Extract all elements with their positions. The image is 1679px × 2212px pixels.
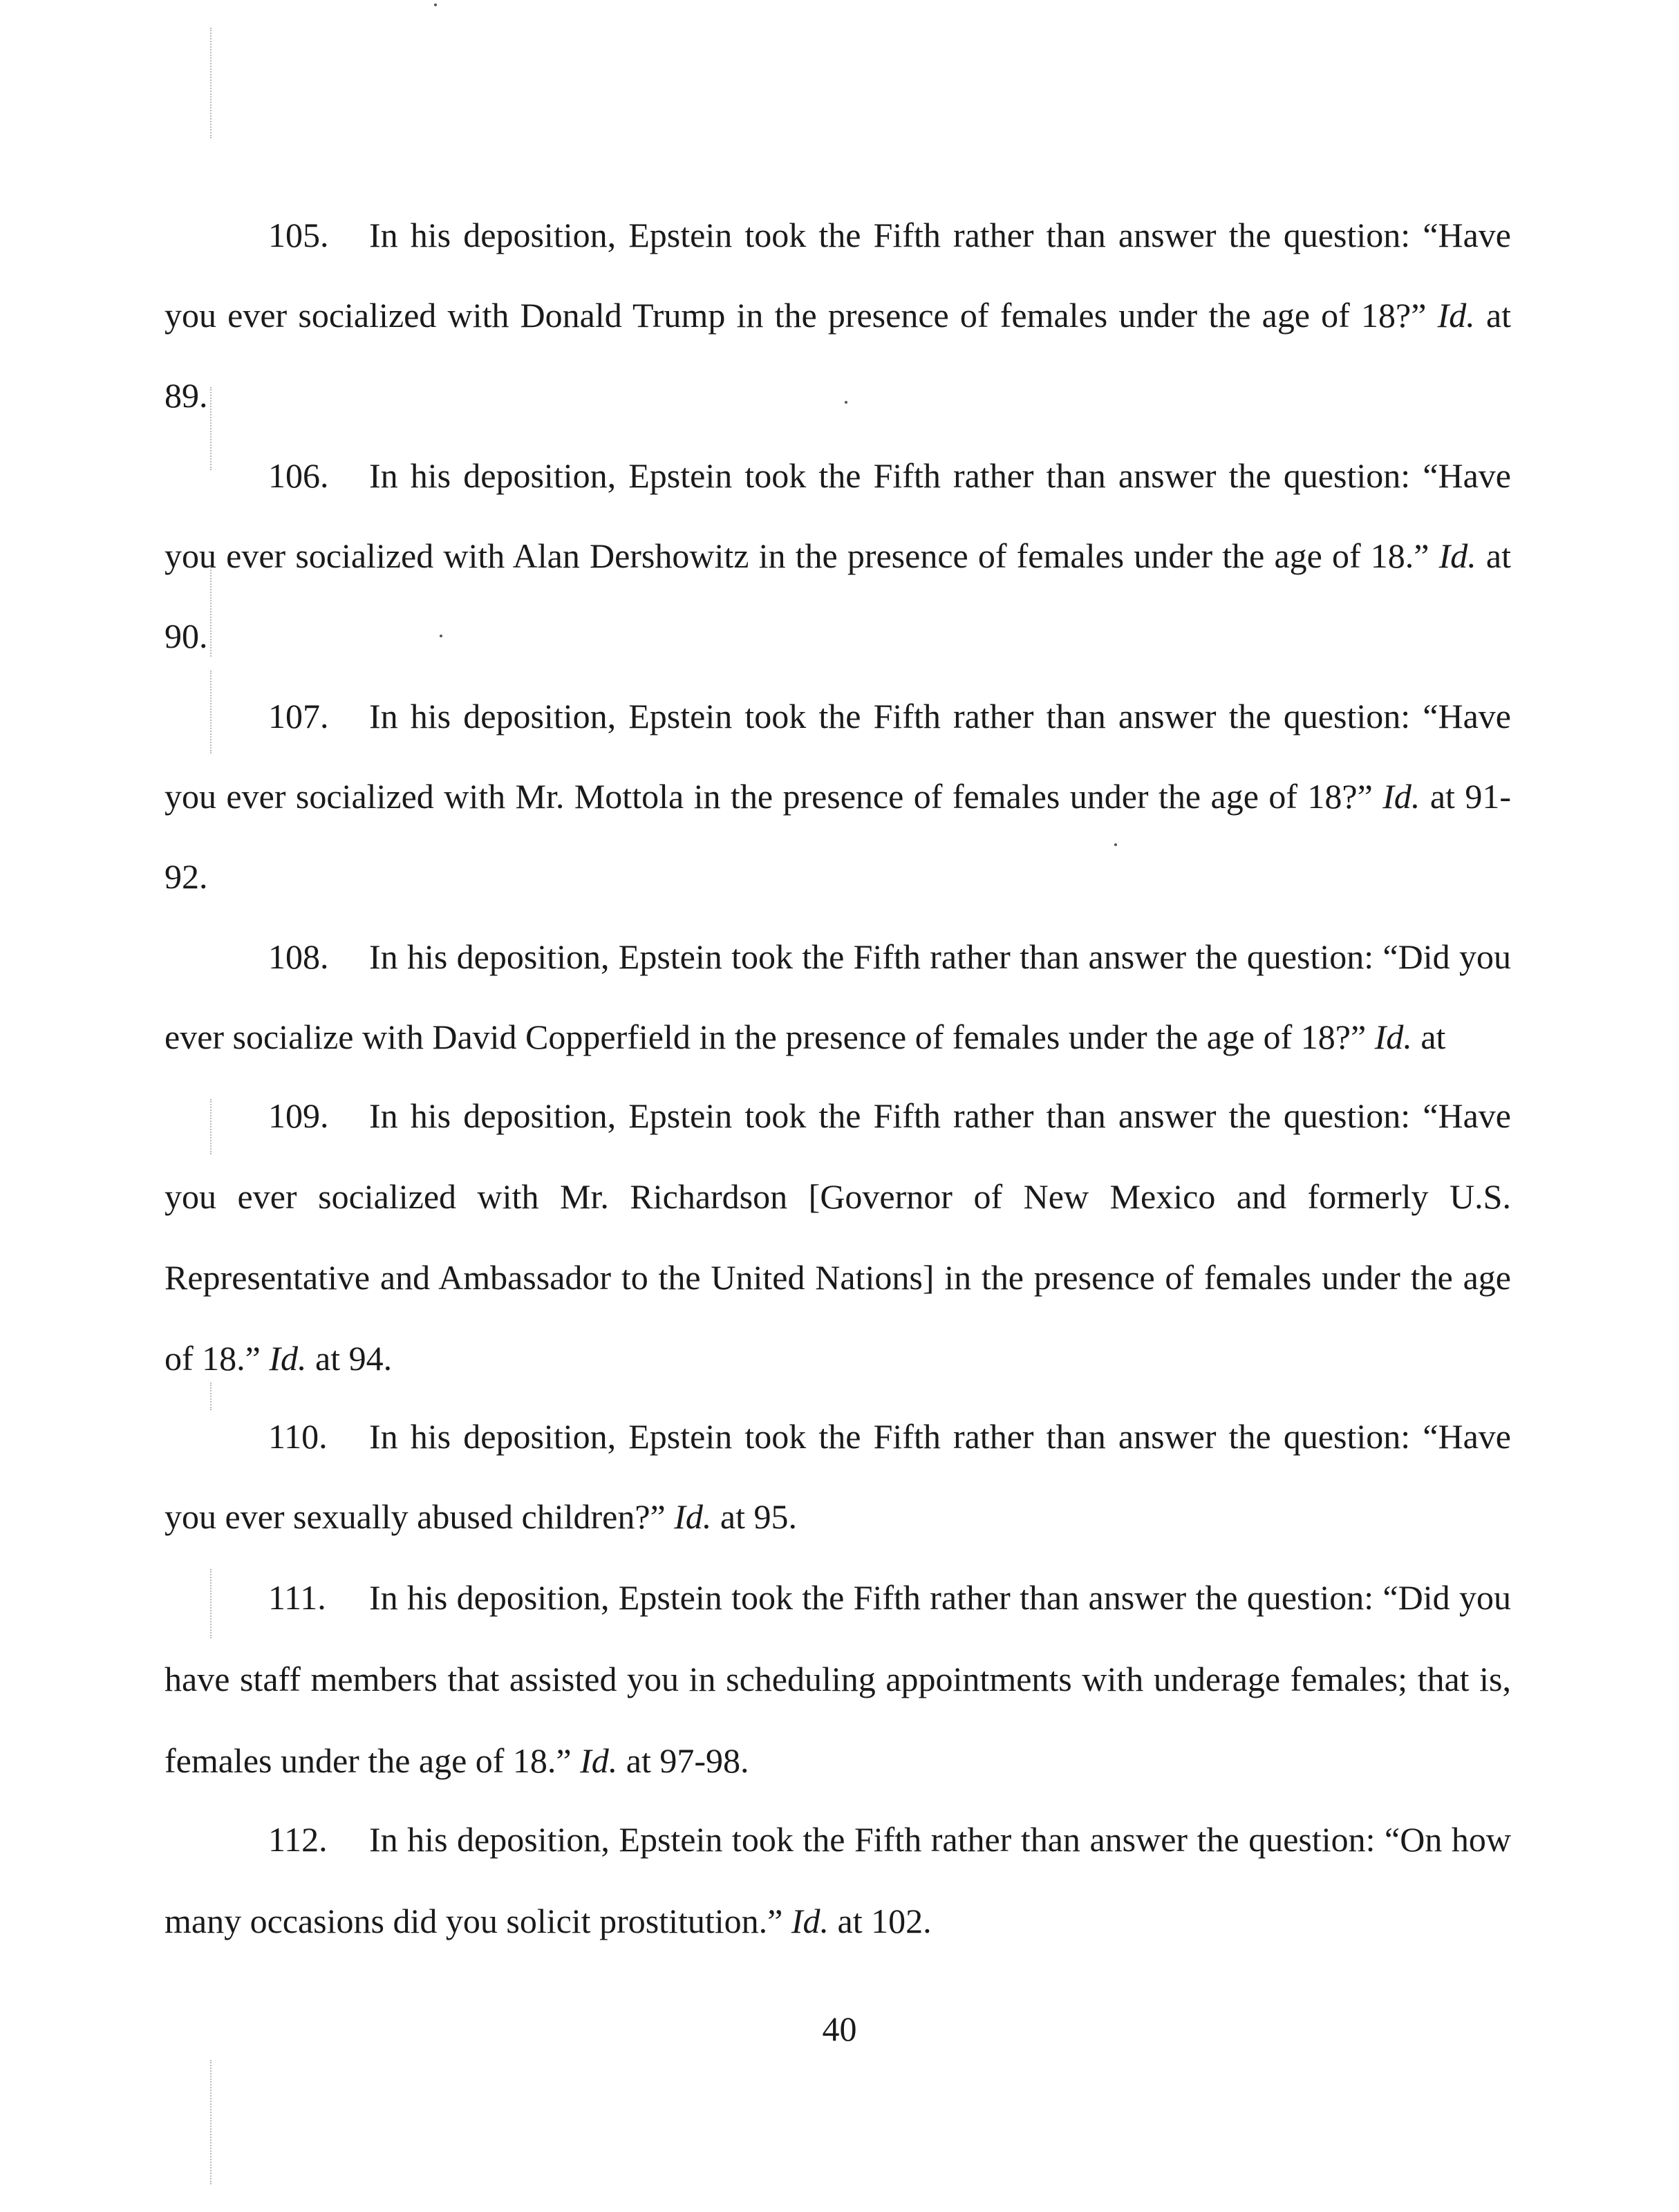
citation-id: Id. (1382, 777, 1420, 816)
citation-page: at 94. (315, 1339, 393, 1378)
citation-page: at 97-98. (626, 1741, 749, 1780)
paragraph-text: In his deposition, Epstein took the Fifth rather than answer the question: “Did you have staff members that assisted you in scheduling appointments with underage females; that is, females under the age of 18.” (165, 1578, 1511, 1780)
paragraph-number: 107. (268, 697, 329, 735)
citation-page: at 102. (837, 1902, 932, 1940)
paragraph-text: In his deposition, Epstein took the Fifth rather than answer the question: “Have you ever sexually abused children?” (165, 1417, 1511, 1536)
paragraph-108 (165, 917, 1511, 1077)
citation-id: Id. (269, 1339, 307, 1378)
scan-speck (434, 3, 437, 6)
paragraph-text: In his deposition, Epstein took the Fifth rather than answer the question: “Have you ever socialized with Mr. Mottola in the presence of females under the age of 18?” (165, 697, 1511, 816)
citation-id: Id. (1437, 296, 1475, 335)
citation-id: Id. (791, 1902, 829, 1940)
paragraph-number: 106. (268, 456, 329, 495)
paragraph-number: 109. (268, 1096, 329, 1135)
citation-id: Id. (580, 1741, 618, 1780)
citation-page: at 95. (720, 1497, 797, 1536)
citation-page: at 91-92. (165, 777, 1512, 896)
paragraph-text: In his deposition, Epstein took the Fifth rather than answer the question: “Have you ever socialized with Donald Trump in the presence of females under the age of 18?” (165, 216, 1511, 335)
paragraph-number: 112. (268, 1820, 328, 1859)
citation-page: at 89. (165, 296, 1512, 415)
paragraph-text: In his deposition, Epstein took the Fifth rather than answer the question: “Have you ever socialized with Mr. Richardson [Governor of New Mexico and formerly U.S. Representative and Ambassador to the United Nations] in the presence of females under the age of 18.” (165, 1096, 1511, 1378)
citation-page: at 90. (165, 536, 1511, 655)
paragraph-112 (165, 1799, 1511, 1962)
paragraph-number: 111. (268, 1578, 326, 1617)
paragraph-text: In his deposition, Epstein took the Fifth rather than answer the question: “On how many occasions did you solicit prostitution.” (165, 1820, 1511, 1940)
paragraph-text: In his deposition, Epstein took the Fifth rather than answer the question: “Did you ever socialize with David Copperfield in the presence of females under the age of 18?” (165, 937, 1511, 1056)
citation-id: Id. (1438, 536, 1476, 575)
paragraph-111 (165, 1557, 1511, 1801)
citation-id: Id. (674, 1497, 712, 1536)
paragraph-number: 110. (268, 1417, 328, 1456)
paragraph-number: 105. (268, 216, 329, 254)
paragraph-106 (165, 435, 1511, 676)
paragraph-107 (165, 676, 1511, 917)
scan-margin-mark (210, 2060, 212, 2184)
citation-page: at (1420, 1018, 1446, 1056)
scan-margin-mark (210, 28, 212, 138)
paragraph-text: In his deposition, Epstein took the Fifth rather than answer the question: “Have you ever socialized with Alan Dershowitz in the presence of females under the age of 18.” (165, 456, 1511, 575)
paragraph-109 (165, 1076, 1511, 1399)
citation-id: Id. (1374, 1018, 1412, 1056)
page-number: 40 (822, 2009, 857, 2048)
paragraph-number: 108. (268, 937, 329, 976)
paragraph-105 (165, 195, 1511, 435)
paragraph-110 (165, 1396, 1511, 1557)
